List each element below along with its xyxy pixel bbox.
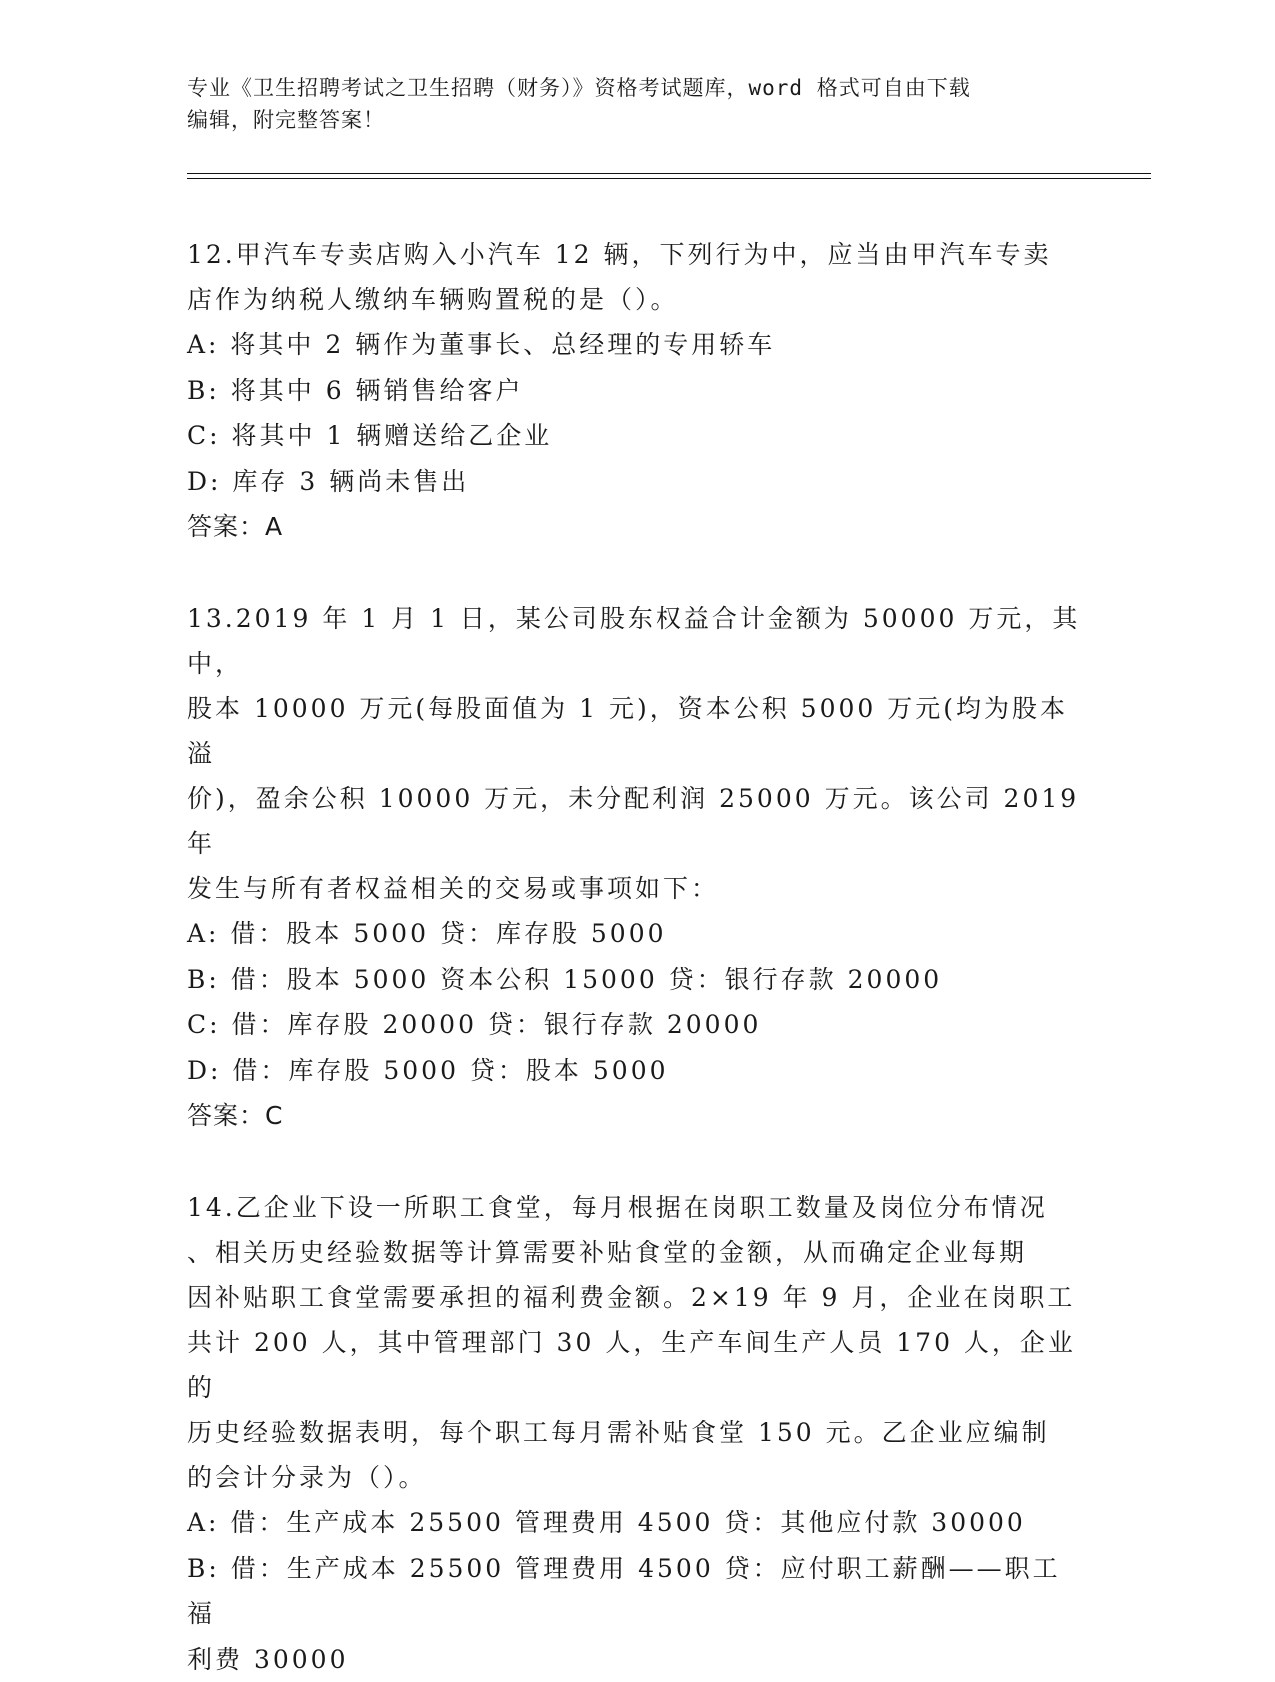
question-stem-line: 的会计分录为（）。	[187, 1455, 1087, 1500]
question-stem-line: 共计 200 人，其中管理部门 30 人，生产车间生产人员 170 人，企业的	[187, 1320, 1087, 1410]
header-divider-bottom	[187, 178, 1151, 179]
option-c: C: 将其中 1 辆赠送给乙企业	[187, 413, 1087, 459]
option-b: B: 借：股本 5000 资本公积 15000 贷：银行存款 20000	[187, 957, 1087, 1003]
document-header	[187, 72, 1067, 136]
option-b-continued: 利费 30000	[187, 1637, 1087, 1682]
question-stem-line: 因补贴职工食堂需要承担的福利费金额。2×19 年 9 月，企业在岗职工	[187, 1275, 1087, 1320]
question-12	[187, 232, 1087, 549]
option-b: B: 借：生产成本 25500 管理费用 4500 贷：应付职工薪酬——职工福	[187, 1546, 1087, 1637]
option-c: C: 借：库存股 20000 贷：银行存款 20000	[187, 1002, 1087, 1048]
option-a: A: 将其中 2 辆作为董事长、总经理的专用轿车	[187, 322, 1087, 368]
option-d: D: 库存 3 辆尚未售出	[187, 459, 1087, 505]
question-stem-line: 店作为纳税人缴纳车辆购置税的是（）。	[187, 277, 1087, 322]
option-a: A: 借：股本 5000 贷：库存股 5000	[187, 911, 1087, 957]
question-stem-line: 14.乙企业下设一所职工食堂，每月根据在岗职工数量及岗位分布情况	[187, 1185, 1087, 1230]
question-stem-line: 股本 10000 万元(每股面值为 1 元)，资本公积 5000 万元(均为股本溢	[187, 686, 1087, 776]
question-spacer	[187, 1138, 1087, 1185]
question-spacer	[187, 549, 1087, 596]
header-line-2: 编辑，附完整答案！	[187, 104, 1067, 136]
question-13	[187, 596, 1087, 1138]
answer-line: 答案：C	[187, 1093, 1087, 1138]
option-a: A: 借：生产成本 25500 管理费用 4500 贷：其他应付款 30000	[187, 1500, 1087, 1546]
question-stem-line: 12.甲汽车专卖店购入小汽车 12 辆，下列行为中，应当由甲汽车专卖	[187, 232, 1087, 277]
option-b: B: 将其中 6 辆销售给客户	[187, 368, 1087, 414]
question-stem-line: 、相关历史经验数据等计算需要补贴食堂的金额，从而确定企业每期	[187, 1230, 1087, 1275]
question-list	[187, 232, 1087, 1682]
option-d: D: 借：库存股 5000 贷：股本 5000	[187, 1048, 1087, 1094]
question-stem-line: 13.2019 年 1 月 1 日，某公司股东权益合计金额为 50000 万元，其中，	[187, 596, 1087, 686]
question-stem-line: 发生与所有者权益相关的交易或事项如下：	[187, 866, 1087, 911]
question-stem-line: 价)，盈余公积 10000 万元，未分配利润 25000 万元。该公司 2019 年	[187, 776, 1087, 866]
header-line-1: 专业《卫生招聘考试之卫生招聘（财务）》资格考试题库，word 格式可自由下载	[187, 72, 1067, 104]
question-14	[187, 1185, 1087, 1682]
answer-line: 答案：A	[187, 504, 1087, 549]
question-stem-line: 历史经验数据表明，每个职工每月需补贴食堂 150 元。乙企业应编制	[187, 1410, 1087, 1455]
header-divider-top	[187, 173, 1151, 174]
